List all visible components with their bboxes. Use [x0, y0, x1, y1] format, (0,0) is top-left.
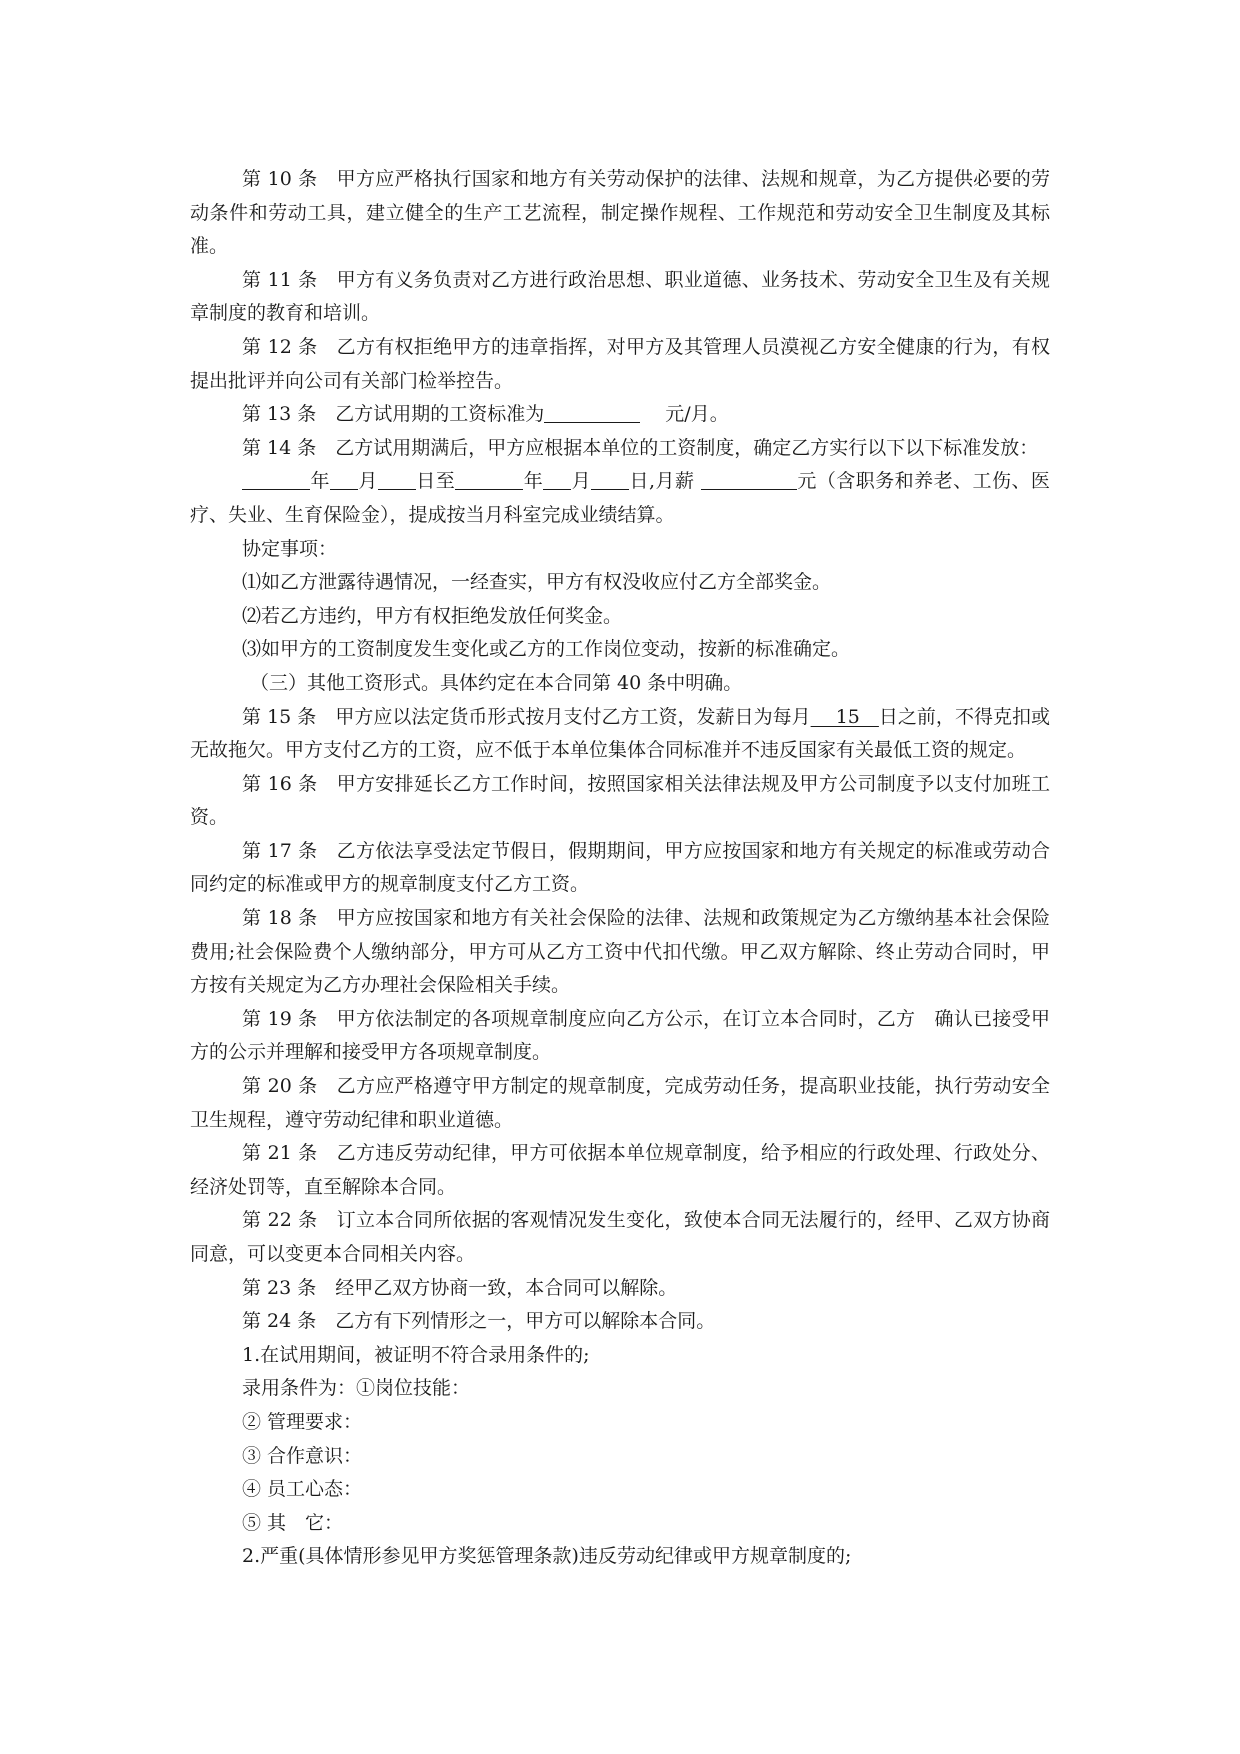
salary-terms-text: 元（含职务和养老、工伤、医疗、失业、生育保险金），提成按当月科室完成业绩结算。: [190, 470, 1050, 526]
article-20: 第 20 条 乙方应严格遵守甲方制定的规章制度，完成劳动任务，提高职业技能，执行劳动安全卫生规程，遵守劳动纪律和职业道德。: [190, 1075, 1050, 1131]
end-day-blank: [591, 470, 629, 490]
start-month-blank: [330, 470, 358, 490]
start-day-blank: [378, 470, 416, 490]
month-label: 月: [357, 470, 378, 493]
end-year-blank: [455, 470, 523, 490]
year-label-2: 年: [523, 470, 544, 493]
salary-period-line: [190, 465, 1050, 532]
article-15-text: 第 15 条 甲方应以法定货币形式按月支付乙方工资，发薪日为每月: [242, 705, 811, 728]
article-18: 第 18 条 甲方应按国家和地方有关社会保险的法律、法规和政策规定为乙方缴纳基本社会保险费用;社会保险费个人缴纳部分，甲方可从乙方工资中代扣代缴。甲乙双方解除、终止劳动合同时，甲方按有关规定为乙方办理社会保险相关手续。: [190, 907, 1050, 997]
article-15: [190, 701, 1050, 768]
agreement-title: 协定事项：: [242, 537, 338, 560]
agreement-item-3: ⑶如甲方的工资制度发生变化或乙方的工作岗位变动，按新的标准确定。: [242, 638, 851, 661]
dismissal-item-1: 1.在试用期间，被证明不符合录用条件的;: [242, 1343, 590, 1366]
end-month-blank: [543, 470, 571, 490]
agreement-item-2: ⑵若乙方违约，甲方有权拒绝发放任何奖金。: [242, 604, 623, 627]
article-12: 第 12 条 乙方有权拒绝甲方的违章指挥，对甲方及其管理人员漠视乙方安全健康的行为，有权提出批评并向公司有关部门检举控告。: [190, 335, 1050, 392]
hiring-condition-5: ⑤ 其 它：: [242, 1511, 344, 1534]
dismissal-item-2: 2.严重(具体情形参见甲方奖惩管理条款)违反劳动纪律或甲方规章制度的;: [242, 1545, 852, 1568]
article-13: [190, 398, 1050, 432]
article-11: 第 11 条 甲方有义务负责对乙方进行政治思想、职业道德、业务技术、劳动安全卫生及有关规章制度的教育和培训。: [190, 268, 1050, 325]
article-23: 第 23 条 经甲乙双方协商一致，本合同可以解除。: [242, 1276, 678, 1299]
article-22: 第 22 条 订立本合同所依据的客观情况发生变化，致使本合同无法履行的，经甲、乙双方协商同意，可以变更本合同相关内容。: [190, 1209, 1050, 1265]
article-17: 第 17 条 乙方依法享受法定节假日，假期期间，甲方应按国家和地方有关规定的标准或劳动合同约定的标准或甲方的规章制度支付乙方工资。: [190, 839, 1050, 896]
article-24: 第 24 条 乙方有下列情形之一，甲方可以解除本合同。: [242, 1310, 716, 1333]
other-wage-forms: （三）其他工资形式。具体约定在本合同第 40 条中明确。: [250, 671, 743, 694]
agreement-item-1: ⑴如乙方泄露待遇情况，一经查实，甲方有权没收应付乙方全部奖金。: [242, 571, 832, 594]
day-to-label: 日至: [415, 470, 456, 493]
year-label: 年: [310, 470, 330, 493]
monthly-salary-blank: [701, 470, 797, 490]
contract-body: [190, 163, 1050, 1574]
month-label-2: 月: [571, 470, 592, 493]
hiring-condition-3: ③ 合作意识：: [242, 1444, 363, 1467]
article-16: 第 16 条 甲方安排延长乙方工作时间，按照国家相关法律法规及甲方公司制度予以支付加班工资。: [190, 772, 1050, 829]
article-13-unit: 元/月。: [640, 403, 729, 426]
article-19: 第 19 条 甲方依法制定的各项规章制度应向乙方公示，在订立本合同时，乙方 确认已接受甲方的公示并理解和接受甲方各项规章制度。: [190, 1007, 1050, 1064]
hiring-condition-4: ④ 员工心态：: [242, 1478, 363, 1501]
article-10: 第 10 条 甲方应严格执行国家和地方有关劳动保护的法律、法规和规章，为乙方提供必要的劳动条件和劳动工具，建立健全的生产工艺流程，制定操作规程、工作规范和劳动安全卫生制度及其标准。: [190, 168, 1050, 258]
probation-wage-blank: [544, 403, 640, 423]
payday-value: 15: [810, 705, 879, 728]
article-21: 第 21 条 乙方违反劳动纪律，甲方可依据本单位规章制度，给予相应的行政处理、行政处分、经济处罚等，直至解除本合同。: [190, 1142, 1050, 1198]
article-15-rest: 日之前，不得克扣或无故拖欠。甲方支付乙方的工资，应不低于本单位集体合同标准并不违反国家有关最低工资的规定。: [190, 705, 1050, 762]
monthly-salary-label: 日,月薪: [629, 470, 701, 493]
article-14: 第 14 条 乙方试用期满后，甲方应根据本单位的工资制度，确定乙方实行以下以下标准发放：: [242, 436, 1039, 459]
article-13-text: 第 13 条 乙方试用期的工资标准为: [242, 403, 545, 426]
hiring-condition-2: ② 管理要求：: [242, 1410, 363, 1433]
start-year-blank: [242, 470, 310, 490]
hiring-conditions-title: 录用条件为：①岗位技能：: [242, 1377, 471, 1400]
